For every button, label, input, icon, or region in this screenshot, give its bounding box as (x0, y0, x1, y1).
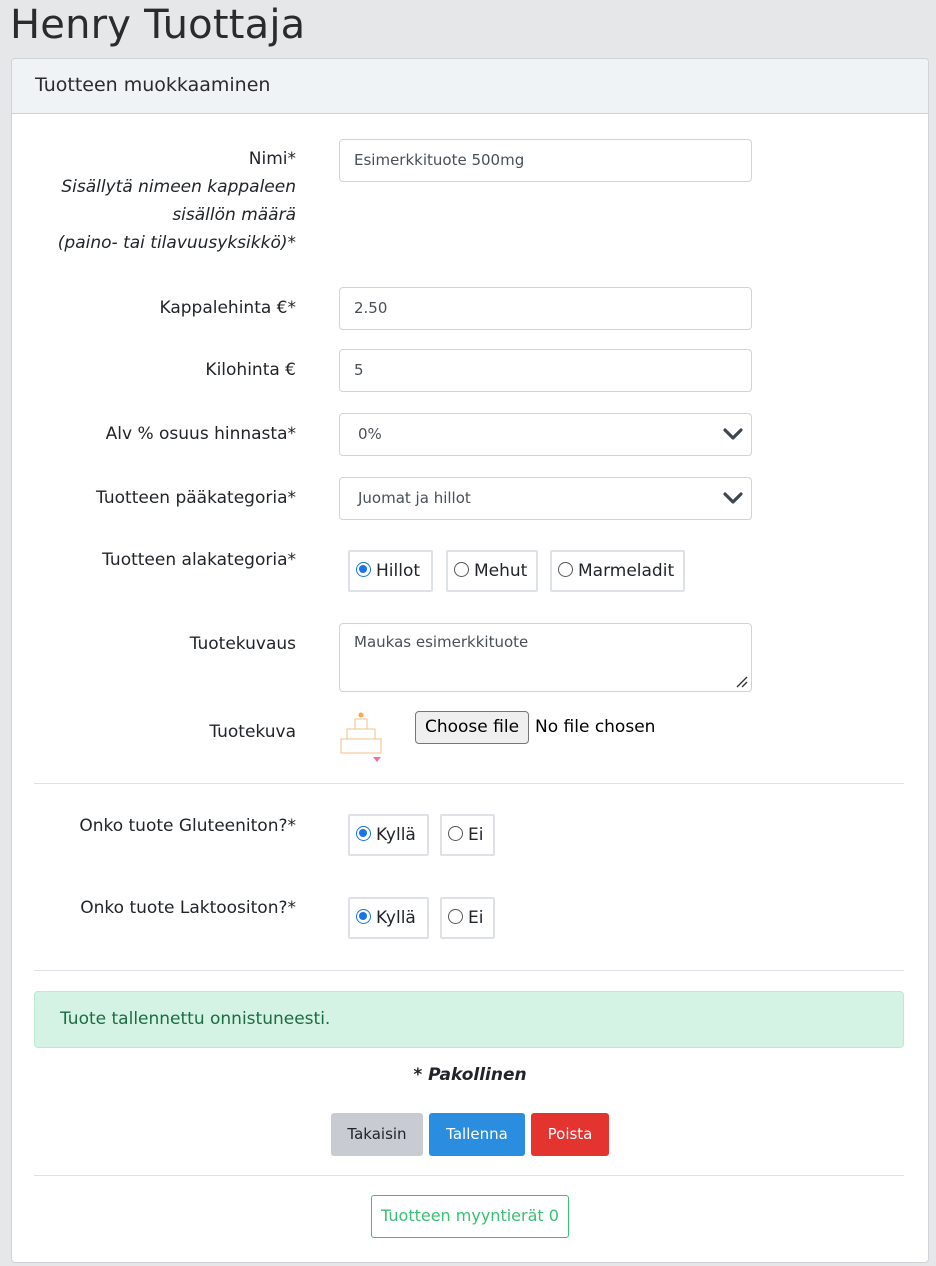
save-button[interactable]: Tallenna (429, 1113, 525, 1156)
divider (34, 1175, 904, 1176)
page-title: Henry Tuottaja (10, 2, 306, 48)
back-button[interactable]: Takaisin (331, 1113, 423, 1156)
gluten-free-no-option[interactable]: Ei (440, 814, 495, 856)
radio-unchecked-icon (448, 826, 463, 841)
sub-category-option-hillot[interactable]: Hillot (348, 550, 433, 592)
vat-label: Alv % osuus hinnasta* (105, 424, 296, 444)
success-alert: Tuote tallennettu onnistuneesti. (34, 991, 904, 1048)
product-edit-card (11, 58, 929, 1263)
product-image-thumbnail (339, 711, 385, 765)
radio-checked-icon (356, 562, 371, 577)
radio-checked-icon (356, 909, 371, 924)
name-hint-line-3: (paino- tai tilavuusyksikkö)* (57, 233, 296, 253)
kilo-price-label: Kilohinta € (205, 360, 296, 380)
lactose-free-yes-option[interactable]: Kyllä (348, 897, 429, 939)
radio-checked-icon (356, 826, 371, 841)
sub-category-label: Tuotteen alakategoria* (102, 550, 296, 570)
name-hint-line-2: sisällön määrä (172, 205, 296, 225)
sub-category-option-marmeladit[interactable]: Marmeladit (550, 550, 685, 592)
vat-select[interactable] (339, 413, 752, 456)
description-textarea[interactable]: Maukas esimerkkituote (339, 623, 752, 692)
name-hint-line-1: Sisällytä nimeen kappaleen (61, 177, 296, 197)
vat-select-value: 0% (358, 425, 382, 443)
radio-unchecked-icon (558, 562, 573, 577)
card-header: Tuotteen muokkaaminen (12, 59, 928, 114)
divider (34, 970, 904, 971)
unit-price-label: Kappalehinta €* (159, 298, 296, 318)
resize-handle-icon[interactable] (734, 674, 748, 688)
required-note: * Pakollinen (413, 1065, 527, 1085)
choose-file-button[interactable]: Choose file (415, 711, 529, 744)
main-category-label: Tuotteen pääkategoria* (96, 488, 296, 508)
lactose-free-no-option[interactable]: Ei (440, 897, 495, 939)
radio-unchecked-icon (448, 909, 463, 924)
name-input[interactable]: Esimerkkituote 500mg (339, 139, 752, 182)
gluten-free-yes-option[interactable]: Kyllä (348, 814, 429, 856)
name-label: Nimi* Sisällytä nimeen kappaleen sisällön määrä (paino- tai tilavuusyksikkö)* (58, 145, 296, 257)
product-sales-batches-button[interactable]: Tuotteen myyntierät 0 (371, 1195, 569, 1238)
gluten-free-label: Onko tuote Gluteeniton?* (79, 816, 296, 836)
divider (34, 783, 904, 784)
sub-category-option-mehut[interactable]: Mehut (446, 550, 538, 592)
image-label: Tuotekuva (209, 722, 296, 742)
description-label: Tuotekuvaus (189, 634, 296, 654)
lactose-free-label: Onko tuote Laktoositon?* (80, 898, 296, 918)
radio-unchecked-icon (454, 562, 469, 577)
unit-price-input[interactable]: 2.50 (339, 287, 752, 330)
file-status-text: No file chosen (535, 717, 656, 737)
chevron-down-icon (723, 427, 743, 441)
chevron-down-icon (723, 491, 743, 505)
main-category-select-value: Juomat ja hillot (358, 489, 471, 507)
kilo-price-input[interactable]: 5 (339, 349, 752, 392)
main-category-select[interactable] (339, 477, 752, 520)
delete-button[interactable]: Poista (531, 1113, 609, 1156)
